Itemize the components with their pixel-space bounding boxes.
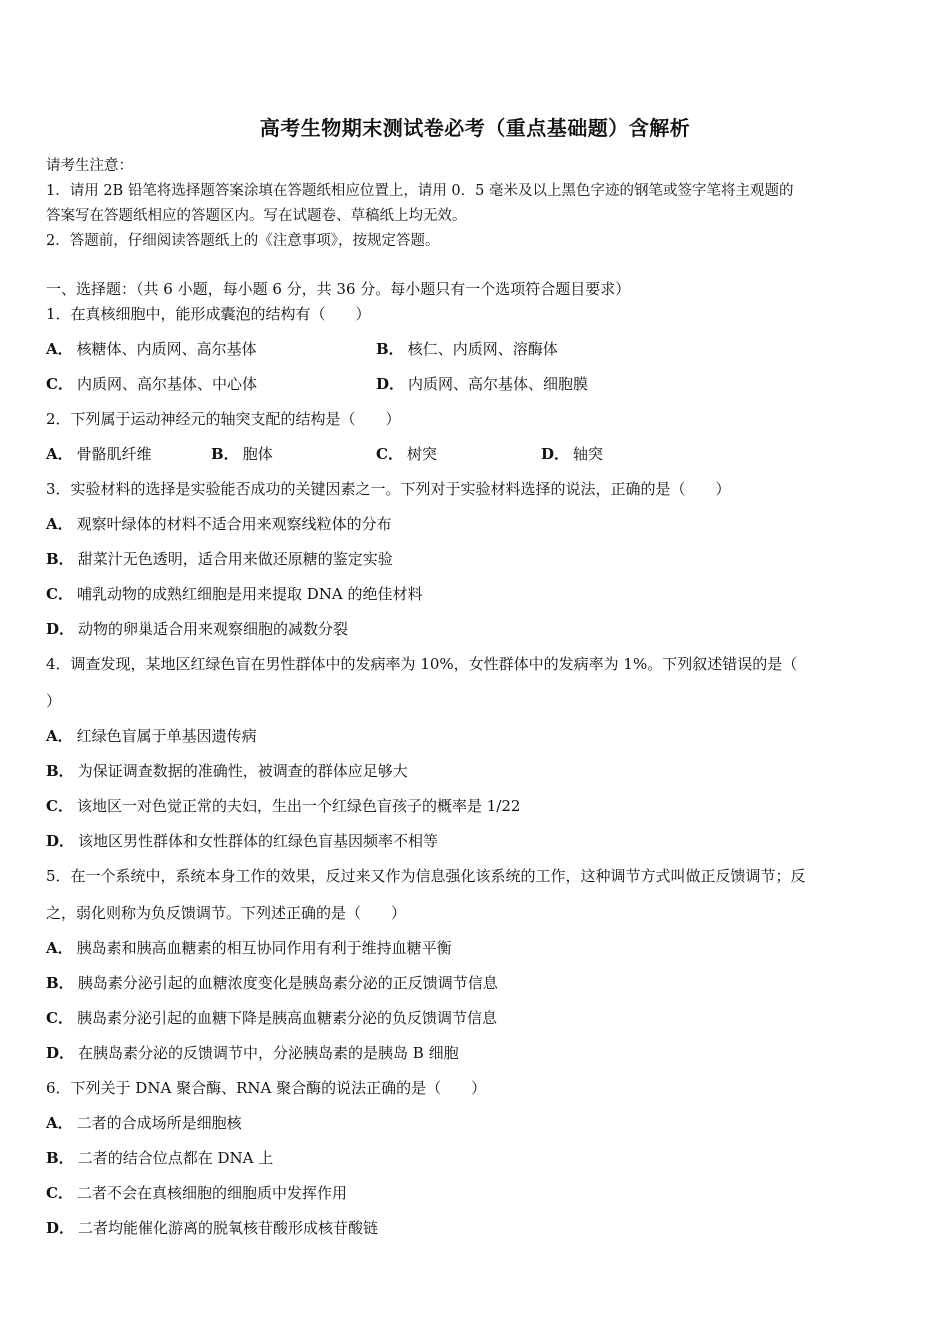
option-letter: A． [46,727,73,745]
option-text: 为保证调查数据的准确性，被调查的群体应足够大 [77,762,408,780]
q6-option-b [46,1147,273,1168]
q3-option-a [46,513,392,534]
notice-line-1a: 1．请用 2B 铅笔将选择题答案涂填在答题纸相应位置上，请用 0．5 毫米及以上黑色字迹的钢笔或签字笔将主观题的 [46,183,794,199]
option-letter: B． [46,1149,74,1167]
q6-option-c [46,1182,347,1203]
option-letter: A． [46,939,73,957]
option-letter: D． [46,1219,75,1237]
q5-option-a [46,937,452,958]
q5-option-c [46,1007,497,1028]
q5-option-b [46,972,498,993]
option-letter: A． [46,1114,73,1132]
option-letter: C． [46,585,73,603]
option-letter: C． [46,1184,73,1202]
q3-stem: 3．实验材料的选择是实验能否成功的关键因素之一。下列对于实验材料选择的说法，正确的是（ ） [46,480,731,498]
option-text: 哺乳动物的成熟红细胞是用来提取 DNA 的绝佳材料 [76,585,423,603]
option-letter: D． [46,620,75,638]
option-text: 胞体 [242,445,273,463]
option-text: 内质网、高尔基体、中心体 [76,375,257,393]
option-text: 核仁、内质网、溶酶体 [407,340,558,358]
option-letter: A． [46,515,73,533]
option-letter: B． [211,445,239,463]
q2-stem: 2．下列属于运动神经元的轴突支配的结构是（ ） [46,410,401,428]
q1-stem: 1．在真核细胞中，能形成囊泡的结构有（ ） [46,305,371,323]
option-text: 二者的合成场所是细胞核 [76,1114,242,1132]
option-text: 胰岛素分泌引起的血糖下降是胰高血糖素分泌的负反馈调节信息 [76,1009,497,1027]
q3-option-c [46,583,422,604]
q3-option-b [46,548,393,569]
option-text: 该地区男性群体和女性群体的红绿色盲基因频率不相等 [78,832,439,850]
q4-stem-line-2: ） [46,692,62,710]
q1-option-a [46,338,257,359]
option-letter: B． [46,974,74,992]
option-letter: C． [376,445,403,463]
q2-option-b [211,443,273,464]
option-text: 核糖体、内质网、高尔基体 [76,340,257,358]
option-letter: B． [46,762,74,780]
q3-option-d [46,618,348,639]
q5-stem-line-1: 5．在一个系统中，系统本身工作的效果，反过来又作为信息强化该系统的工作，这种调节方式叫做正反馈调节；反 [46,867,806,885]
q4-option-a [46,725,257,746]
q4-stem-line-1: 4．调查发现，某地区红绿色盲在男性群体中的发病率为 10%，女性群体中的发病率为 1%。下列叙述错误的是（ [46,655,798,673]
option-letter: A． [46,445,73,463]
page-title: 高考生物期末测试卷必考（重点基础题）含解析 [259,116,691,140]
option-letter: B． [376,340,404,358]
notice-line-1b: 答案写在答题纸相应的答题区内。写在试题卷、草稿纸上均无效。 [46,208,467,224]
q1-option-b [376,338,558,359]
notice-heading: 请考生注意： [46,158,133,174]
option-letter: D． [46,1044,75,1062]
q4-option-c [46,795,520,816]
option-text: 内质网、高尔基体、细胞膜 [408,375,589,393]
option-letter: C． [46,1009,73,1027]
option-text: 二者的结合位点都在 DNA 上 [77,1149,274,1167]
option-text: 观察叶绿体的材料不适合用来观察线粒体的分布 [76,515,392,533]
option-text: 轴突 [573,445,604,463]
option-text: 红绿色盲属于单基因遗传病 [76,727,257,745]
q5-stem-line-2: 之，弱化则称为负反馈调节。下列述正确的是（ ） [46,904,407,922]
option-text: 二者均能催化游离的脱氧核苷酸形成核苷酸链 [78,1219,379,1237]
q2-option-a [46,443,152,464]
option-letter: D． [376,375,405,393]
option-text: 树突 [406,445,437,463]
option-letter: A． [46,340,73,358]
option-text: 胰岛素和胰高血糖素的相互协同作用有利于维持血糖平衡 [76,939,452,957]
section-heading: 一、选择题：（共 6 小题，每小题 6 分，共 36 分。每小题只有一个选项符合题目要求） [46,280,631,298]
q1-option-c [46,373,257,394]
option-text: 二者不会在真核细胞的细胞质中发挥作用 [76,1184,347,1202]
option-letter: C． [46,797,73,815]
option-text: 骨骼肌纤维 [76,445,152,463]
q6-stem: 6．下列关于 DNA 聚合酶、RNA 聚合酶的说法正确的是（ ） [46,1079,487,1097]
option-text: 该地区一对色觉正常的夫妇，生出一个红绿色盲孩子的概率是 1/22 [76,797,521,815]
option-letter: D． [46,832,75,850]
q2-option-d [541,443,603,464]
option-text: 胰岛素分泌引起的血糖浓度变化是胰岛素分泌的正反馈调节信息 [77,974,498,992]
q6-option-a [46,1112,242,1133]
option-text: 甜菜汁无色透明，适合用来做还原糖的鉴定实验 [77,550,393,568]
q4-option-d [46,830,438,851]
option-text: 动物的卵巢适合用来观察细胞的减数分裂 [78,620,349,638]
option-letter: B． [46,550,74,568]
q4-option-b [46,760,408,781]
notice-line-2: 2．答题前，仔细阅读答题纸上的《注意事项》，按规定答题。 [46,233,440,249]
option-letter: C． [46,375,73,393]
option-letter: D． [541,445,570,463]
q2-option-c [376,443,437,464]
q6-option-d [46,1217,378,1238]
q1-option-d [376,373,588,394]
q5-option-d [46,1042,459,1063]
option-text: 在胰岛素分泌的反馈调节中，分泌胰岛素的是胰岛 B 细胞 [78,1044,459,1062]
